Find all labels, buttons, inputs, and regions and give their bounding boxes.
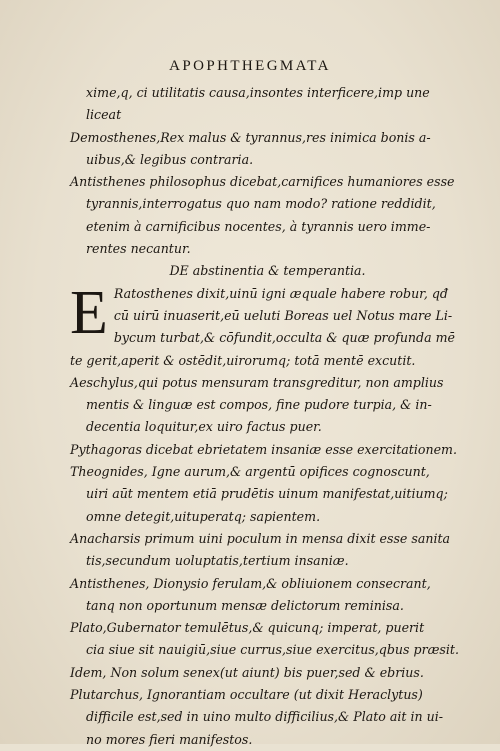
text-line: Pythagoras dicebat ebrietatem insaniæ esse exercitationem. [70, 441, 457, 457]
text-line: cia siue sit nauigiū,siue currus,siue exercitus,qbus præsit. [86, 642, 459, 658]
text-line: te gerit,aperit & ostēdit,uirorumq; totā mentē excutit. [70, 352, 416, 368]
text-line: xime,q, ci utilitatis causa,insontes interficere,imp une liceat [86, 85, 430, 123]
text-line: omne detegit,uituperatq; sapientem. [86, 508, 321, 524]
text-line: Anacharsis primum uini poculum in mensa dixit esse sanita [70, 530, 451, 546]
text-line: rentes necantur. [86, 241, 191, 257]
text-line: Aeschylus,qui potus mensuram transgreditur, non amplius [70, 374, 444, 390]
text-line: bycum turbat,& cōfundit,occulta & quæ profunda mē [113, 330, 456, 346]
running-header: APOPHTHEGMATA [169, 58, 331, 74]
text-line: tyrannis,interrogatus quo nam modo? ratione reddidit, [86, 196, 436, 212]
text-line: Antisthenes philosophus dicebat,carnifices humaniores esse [70, 174, 455, 190]
text-line: Demosthenes,Rex malus & tyrannus,res inimica bonis a- [70, 129, 431, 145]
text-line: uiri aūt mentem etiā prudētis uinum manifestat,uitiumq; [86, 486, 448, 502]
text-block [70, 82, 465, 751]
text-line: Antisthenes, Dionysio ferulam,& obliuionem consecrant, [70, 575, 431, 591]
text-line: Plato,Gubernator temulētus,& quicunq; imperat, puerit [70, 620, 425, 636]
initial-paragraph [70, 278, 465, 372]
text-line: uibus,& legibus contraria. [86, 151, 254, 167]
text-line: tis,secundum uoluptatis,tertium insaniæ. [86, 553, 349, 569]
text-line: Theognides, Igne aurum,& argentū opifices cognoscunt, [70, 464, 430, 480]
text-line: Plutarchus, Ignorantiam occultare (ut dixit Heraclytus) [70, 687, 423, 703]
text-line: etenim à carnificibus nocentes, à tyrannis uero imme- [86, 218, 431, 234]
text-line: no mores fieri manifestos. [86, 731, 253, 747]
text-line: decentia loquitur,ex uiro factus puer. [86, 419, 322, 435]
text-line: Ratosthenes dixit,uinū igni æquale habere robur, qđ [113, 285, 448, 301]
text-line: tanq non oportunum mensæ delictorum reminisa. [86, 597, 404, 613]
section-heading: DE abstinentia & temperantia. [169, 263, 366, 279]
text-line: mentis & linguæ est compos, fine pudore turpia, & in- [86, 397, 432, 413]
text-line: difficile est,sed in uino multo difficilius,& Plato ait in ui- [86, 709, 444, 725]
text-line: Idem, Non solum senex(ut aiunt) bis puer,sed & ebrius. [70, 664, 424, 680]
text-line: cū uirū inuaserit,eū ueluti Boreas uel Notus mare Li- [113, 307, 453, 323]
drop-cap-initial: E [70, 278, 108, 347]
